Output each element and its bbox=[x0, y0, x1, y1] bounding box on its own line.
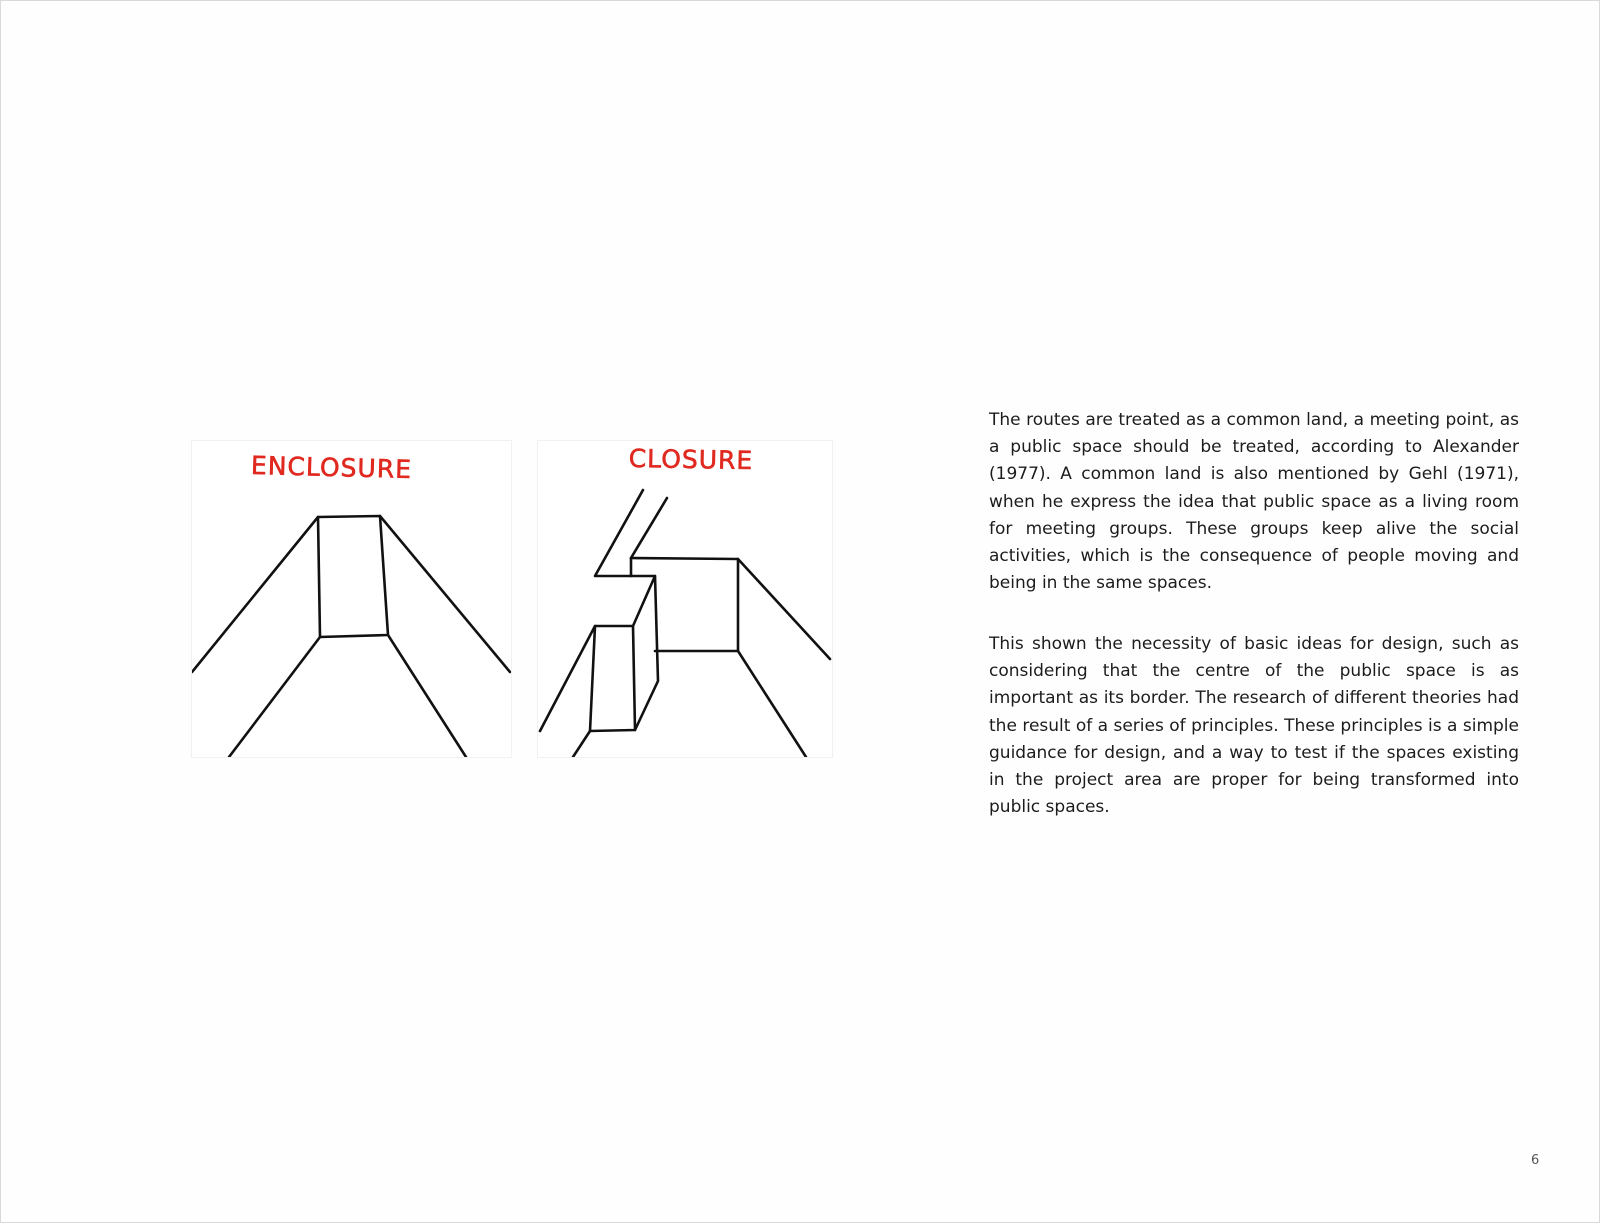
enclosure-sketch bbox=[191, 440, 512, 758]
body-paragraph-2: This shown the necessity of basic ideas for design, such as considering that the centre of the public space is as important as its border. The research of different theories had the result of a series of principles. These principles is a simple guidance for design, and a way to test if the spaces existing in the project area are proper for being transformed into public spaces. bbox=[989, 634, 1519, 818]
closure-right-bottom-edge bbox=[738, 651, 806, 757]
enclosure-top-left-edge bbox=[192, 517, 318, 672]
closure-sketch bbox=[537, 440, 833, 758]
closure-front-block bbox=[631, 558, 738, 651]
enclosure-end-wall bbox=[318, 516, 388, 637]
enclosure-drawing bbox=[192, 441, 511, 757]
closure-upper-left-inner bbox=[631, 498, 667, 558]
enclosure-label: ENCLOSURE bbox=[250, 450, 413, 485]
enclosure-bottom-left-edge bbox=[229, 637, 320, 757]
enclosure-top-right-edge bbox=[380, 516, 510, 672]
closure-left-top-edge bbox=[540, 626, 595, 731]
closure-drawing bbox=[538, 441, 832, 757]
closure-step-side bbox=[633, 576, 658, 730]
page-number: 6 bbox=[1531, 1153, 1540, 1168]
closure-right-top-edge bbox=[738, 559, 830, 659]
enclosure-bottom-right-edge bbox=[388, 635, 466, 757]
closure-step-block bbox=[590, 626, 635, 731]
body-paragraph-1: The routes are treated as a common land, a meeting point, as a public space should be treated, according to Alexander (1977). A common land is also mentioned by Gehl (1971), when he express the idea that public space as a living room for meeting groups. These groups keep alive the social activities, which is the consequence of people moving and being in the same spaces. bbox=[989, 410, 1519, 594]
closure-label: CLOSURE bbox=[628, 443, 754, 476]
closure-left-bottom-edge bbox=[573, 731, 590, 757]
